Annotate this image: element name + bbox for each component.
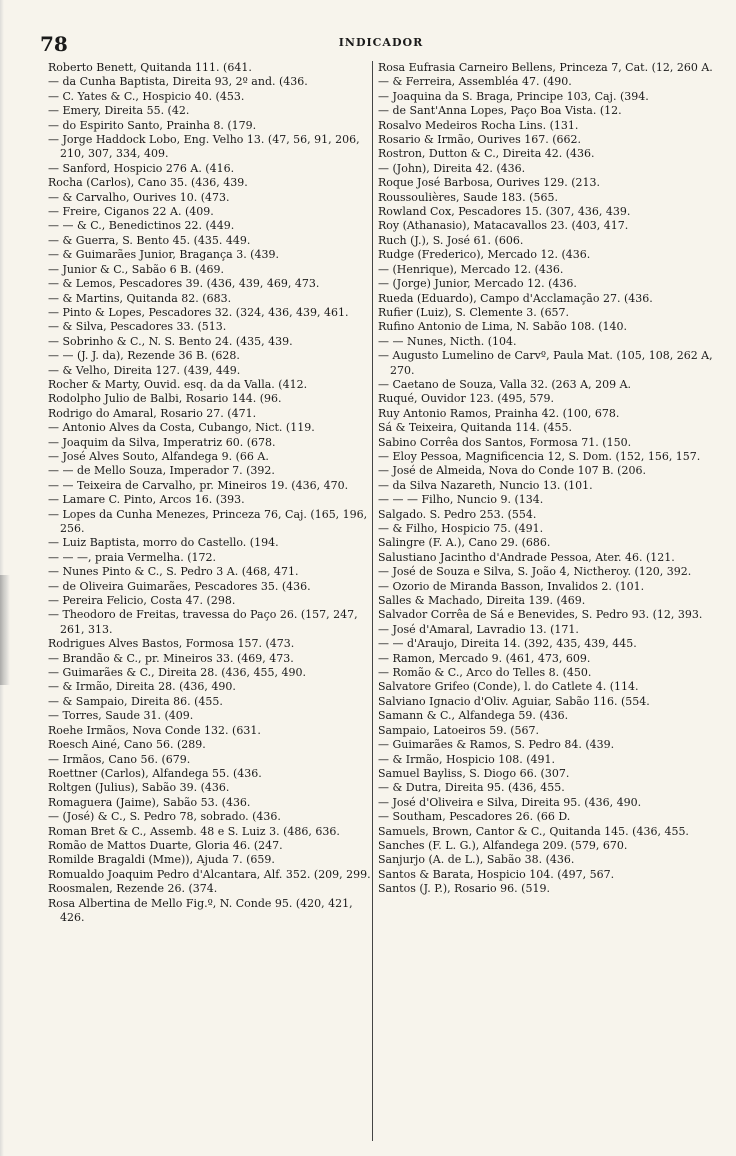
directory-entry: — & Carvalho, Ourives 10. (473. bbox=[48, 190, 230, 204]
directory-entry: — Augusto Lumelino de Carvº, Paula Mat. (105, 108, 262 A, 270. bbox=[378, 349, 713, 377]
page-header bbox=[40, 32, 722, 56]
directory-entry: — — Nunes, Nicth. (104. bbox=[378, 334, 517, 348]
directory-entry: — — —, praia Vermelha. (172. bbox=[48, 550, 216, 564]
directory-entry: — José Alves Souto, Alfandega 9. (66 A. bbox=[48, 449, 269, 463]
directory-entry: — José d'Amaral, Lavradio 13. (171. bbox=[378, 622, 579, 636]
directory-entry: Romualdo Joaquim Pedro d'Alcantara, Alf. 352. (209, 299. bbox=[48, 867, 371, 881]
directory-entry: — da Cunha Baptista, Direita 93, 2º and. (436. bbox=[48, 75, 308, 89]
directory-entry: Roque José Barbosa, Ourives 129. (213. bbox=[378, 176, 600, 190]
directory-entry: — Caetano de Souza, Valla 32. (263 A, 209 A. bbox=[378, 377, 632, 391]
directory-entry: — & Lemos, Pescadores 39. (436, 439, 469, 473. bbox=[48, 277, 320, 291]
directory-entry: — Freire, Ciganos 22 A. (409. bbox=[48, 205, 214, 219]
directory-entry: Salvador Corrêa de Sá e Benevides, S. Pedro 93. (12, 393. bbox=[378, 608, 703, 622]
directory-entry: Sanches (F. L. G.), Alfandega 209. (579, 670. bbox=[378, 838, 628, 852]
directory-entry: — Southam, Pescadores 26. (66 D. bbox=[378, 810, 571, 824]
directory-entry: — & Irmão, Hospicio 108. (491. bbox=[378, 752, 555, 766]
running-head: INDICADOR bbox=[338, 36, 424, 49]
directory-entry: — Joaquina da S. Braga, Principe 103, Caj. (394. bbox=[378, 89, 649, 103]
directory-entry: — Irmãos, Cano 56. (679. bbox=[48, 752, 191, 766]
directory-entry: — & Guerra, S. Bento 45. (435. 449. bbox=[48, 233, 251, 247]
directory-entry: Roosmalen, Rezende 26. (374. bbox=[48, 882, 218, 896]
directory-entry: Salles & Machado, Direita 139. (469. bbox=[378, 594, 586, 608]
directory-entry: Rostron, Dutton & C., Direita 42. (436. bbox=[378, 147, 595, 161]
directory-entry: — — & C., Benedictinos 22. (449. bbox=[48, 219, 235, 233]
directory-entry: — Pereira Felicio, Costa 47. (298. bbox=[48, 594, 236, 608]
directory-entry: — José de Souza e Silva, S. João 4, Nictheroy. (120, 392. bbox=[378, 565, 692, 579]
directory-entry: — Ramon, Mercado 9. (461, 473, 609. bbox=[378, 651, 591, 665]
directory-entry: — Torres, Saude 31. (409. bbox=[48, 709, 194, 723]
directory-entry: Rodrigo do Amaral, Rosario 27. (471. bbox=[48, 406, 257, 420]
directory-entry: Roman Bret & C., Assemb. 48 e S. Luiz 3. (486, 636. bbox=[48, 824, 340, 838]
directory-entry: — Lopes da Cunha Menezes, Princeza 76, Caj. (165, 196, 256. bbox=[48, 507, 368, 535]
directory-entry: — C. Yates & C., Hospicio 40. (453. bbox=[48, 89, 245, 103]
directory-entry: Roussoulières, Saude 183. (565. bbox=[378, 190, 558, 204]
directory-entry: — de Sant'Anna Lopes, Paço Boa Vista. (12. bbox=[378, 104, 622, 118]
directory-entry: Salingre (F. A.), Cano 29. (686. bbox=[378, 536, 551, 550]
directory-entry: — — Teixeira de Carvalho, pr. Mineiros 19. (436, 470. bbox=[48, 478, 349, 492]
directory-entry: — Antonio Alves da Costa, Cubango, Nict. (119. bbox=[48, 421, 315, 435]
directory-columns bbox=[48, 61, 724, 1141]
directory-entry: Sá & Teixeira, Quitanda 114. (455. bbox=[378, 421, 572, 435]
directory-entry: Rocher & Marty, Ouvid. esq. da da Valla. (412. bbox=[48, 377, 308, 391]
directory-entry: — Lamare C. Pinto, Arcos 16. (393. bbox=[48, 493, 245, 507]
directory-entry: Rosa Eufrasia Carneiro Bellens, Princeza 7, Cat. (12, 260 A. bbox=[378, 61, 713, 74]
right-column bbox=[378, 61, 724, 1141]
directory-entry: — Jorge Haddock Lobo, Eng. Velho 13. (47, 56, 91, 206, 210, 307, 334, 409. bbox=[48, 133, 360, 161]
directory-entry: — & Filho, Hospicio 75. (491. bbox=[378, 522, 544, 535]
directory-entry: Salustiano Jacintho d'Andrade Pessoa, Ater. 46. (121. bbox=[378, 550, 675, 564]
directory-entry: Roettner (Carlos), Alfandega 55. (436. bbox=[48, 766, 262, 780]
directory-entry: — José de Almeida, Nova do Conde 107 B. (206. bbox=[378, 464, 646, 478]
directory-entry: Rudge (Frederico), Mercado 12. (436. bbox=[378, 248, 591, 262]
directory-entry: — & Silva, Pescadores 33. (513. bbox=[48, 320, 227, 334]
directory-entry: Ruqué, Ouvidor 123. (495, 579. bbox=[378, 392, 555, 406]
directory-entry: Samuels, Brown, Cantor & C., Quitanda 145. (436, 455. bbox=[378, 824, 689, 838]
directory-entry: Romaguera (Jaime), Sabão 53. (436. bbox=[48, 795, 251, 809]
directory-entry: — Junior & C., Sabão 6 B. (469. bbox=[48, 262, 224, 276]
directory-entry: Rosalvo Medeiros Rocha Lins. (131. bbox=[378, 118, 579, 132]
directory-entry: Romão de Mattos Duarte, Gloria 46. (247. bbox=[48, 838, 283, 852]
directory-entry: Rodrigues Alves Bastos, Formosa 157. (473. bbox=[48, 637, 295, 651]
directory-entry: — Ozorio de Miranda Basson, Invalidos 2. (101. bbox=[378, 579, 645, 593]
column-divider bbox=[372, 61, 373, 1141]
directory-entry: — — (J. J. da), Rezende 36 B. (628. bbox=[48, 349, 240, 363]
directory-entry: Rufino Antonio de Lima, N. Sabão 108. (140. bbox=[378, 320, 628, 334]
directory-entry: Sabino Corrêa dos Santos, Formosa 71. (150. bbox=[378, 435, 632, 449]
directory-entry: Roltgen (Julius), Sabão 39. (436. bbox=[48, 781, 230, 795]
directory-entry: Rowland Cox, Pescadores 15. (307, 436, 439. bbox=[378, 205, 631, 219]
directory-entry: Sanjurjo (A. de L.), Sabão 38. (436. bbox=[378, 853, 575, 867]
directory-entry: — do Espirito Santo, Prainha 8. (179. bbox=[48, 118, 257, 132]
directory-entry: — (José) & C., S. Pedro 78, sobrado. (436. bbox=[48, 810, 281, 824]
directory-entry: Salgado. S. Pedro 253. (554. bbox=[378, 507, 537, 521]
directory-entry: Santos & Barata, Hospicio 104. (497, 567. bbox=[378, 867, 615, 881]
directory-entry: Samuel Bayliss, S. Diogo 66. (307. bbox=[378, 766, 570, 780]
directory-entry: — Sobrinho & C., N. S. Bento 24. (435, 439. bbox=[48, 334, 293, 348]
directory-entry: — & Martins, Quitanda 82. (683. bbox=[48, 291, 232, 305]
directory-entry: — Pinto & Lopes, Pescadores 32. (324, 436, 439, 461. bbox=[48, 305, 349, 319]
directory-entry: — — d'Araujo, Direita 14. (392, 435, 439, 445. bbox=[378, 637, 637, 651]
directory-entry: — — de Mello Souza, Imperador 7. (392. bbox=[48, 464, 275, 478]
directory-entry: — José d'Oliveira e Silva, Direita 95. (436, 490. bbox=[378, 795, 642, 809]
directory-entry: Rodolpho Julio de Balbi, Rosario 144. (96. bbox=[48, 392, 282, 406]
binding-stain bbox=[0, 575, 10, 685]
directory-entry: — & Irmão, Direita 28. (436, 490. bbox=[48, 680, 236, 694]
directory-entry: Rufier (Luiz), S. Clemente 3. (657. bbox=[378, 305, 570, 319]
directory-entry: Roberto Benett, Quitanda 111. (641. bbox=[48, 61, 252, 74]
directory-entry: — de Oliveira Guimarães, Pescadores 35. (436. bbox=[48, 579, 311, 593]
directory-entry: Salvatore Grifeo (Conde), l. do Catlete 4. (114. bbox=[378, 680, 639, 694]
directory-entry: — Joaquim da Silva, Imperatriz 60. (678. bbox=[48, 435, 276, 449]
directory-entry: Santos (J. P.), Rosario 96. (519. bbox=[378, 882, 550, 896]
directory-entry: — Guimarães & C., Direita 28. (436, 455, 490. bbox=[48, 666, 306, 680]
directory-entry: Rosa Albertina de Mello Fig.º, N. Conde 95. (420, 421, 426. bbox=[48, 896, 353, 924]
directory-entry: — & Ferreira, Assembléa 47. (490. bbox=[378, 75, 572, 89]
directory-entry: — Theodoro de Freitas, travessa do Paço 26. (157, 247, 261, 313. bbox=[48, 608, 358, 636]
directory-entry: — & Velho, Direita 127. (439, 449. bbox=[48, 363, 241, 377]
directory-entry: — Eloy Pessoa, Magnificencia 12, S. Dom. (152, 156, 157. bbox=[378, 449, 701, 463]
directory-entry: — Luiz Baptista, morro do Castello. (194. bbox=[48, 536, 279, 550]
directory-entry: Rosario & Irmão, Ourives 167. (662. bbox=[378, 133, 582, 147]
directory-entry: Rocha (Carlos), Cano 35. (436, 439. bbox=[48, 176, 248, 190]
left-column bbox=[48, 61, 372, 1141]
directory-entry: — & Guimarães Junior, Bragança 3. (439. bbox=[48, 248, 279, 262]
directory-entry: Roesch Ainé, Cano 56. (289. bbox=[48, 738, 206, 752]
directory-entry: Ruy Antonio Ramos, Prainha 42. (100, 678. bbox=[378, 406, 620, 420]
directory-entry: — Emery, Direita 55. (42. bbox=[48, 104, 190, 118]
directory-entry: — (John), Direita 42. (436. bbox=[378, 161, 526, 175]
directory-entry: — Nunes Pinto & C., S. Pedro 3 A. (468, 471. bbox=[48, 565, 299, 579]
directory-entry: Ruch (J.), S. José 61. (606. bbox=[378, 233, 524, 247]
directory-entry: Romilde Bragaldi (Mme)), Ajuda 7. (659. bbox=[48, 853, 275, 867]
directory-entry: Samann & C., Alfandega 59. (436. bbox=[378, 709, 569, 723]
directory-entry: Roehe Irmãos, Nova Conde 132. (631. bbox=[48, 723, 261, 737]
directory-entry: — & Dutra, Direita 95. (436, 455. bbox=[378, 781, 565, 795]
directory-entry: — da Silva Nazareth, Nuncio 13. (101. bbox=[378, 478, 593, 492]
directory-entry: — — — Filho, Nuncio 9. (134. bbox=[378, 493, 544, 507]
directory-entry: — (Jorge) Junior, Mercado 12. (436. bbox=[378, 277, 577, 291]
directory-entry: Roy (Athanasio), Matacavallos 23. (403, 417. bbox=[378, 219, 629, 233]
page-number: 78 bbox=[40, 32, 68, 56]
directory-entry: — Brandão & C., pr. Mineiros 33. (469, 473. bbox=[48, 651, 294, 665]
directory-entry: — Guimarães & Ramos, S. Pedro 84. (439. bbox=[378, 738, 615, 752]
directory-entry: — Sanford, Hospicio 276 A. (416. bbox=[48, 161, 235, 175]
directory-entry: Salviano Ignacio d'Oliv. Aguiar, Sabão 116. (554. bbox=[378, 694, 650, 708]
directory-entry: — & Sampaio, Direita 86. (455. bbox=[48, 694, 223, 708]
directory-entry: Rueda (Eduardo), Campo d'Acclamação 27. (436. bbox=[378, 291, 653, 305]
directory-entry: — (Henrique), Mercado 12. (436. bbox=[378, 262, 564, 276]
directory-entry: Sampaio, Latoeiros 59. (567. bbox=[378, 723, 539, 737]
directory-entry: — Romão & C., Arco do Telles 8. (450. bbox=[378, 666, 592, 680]
